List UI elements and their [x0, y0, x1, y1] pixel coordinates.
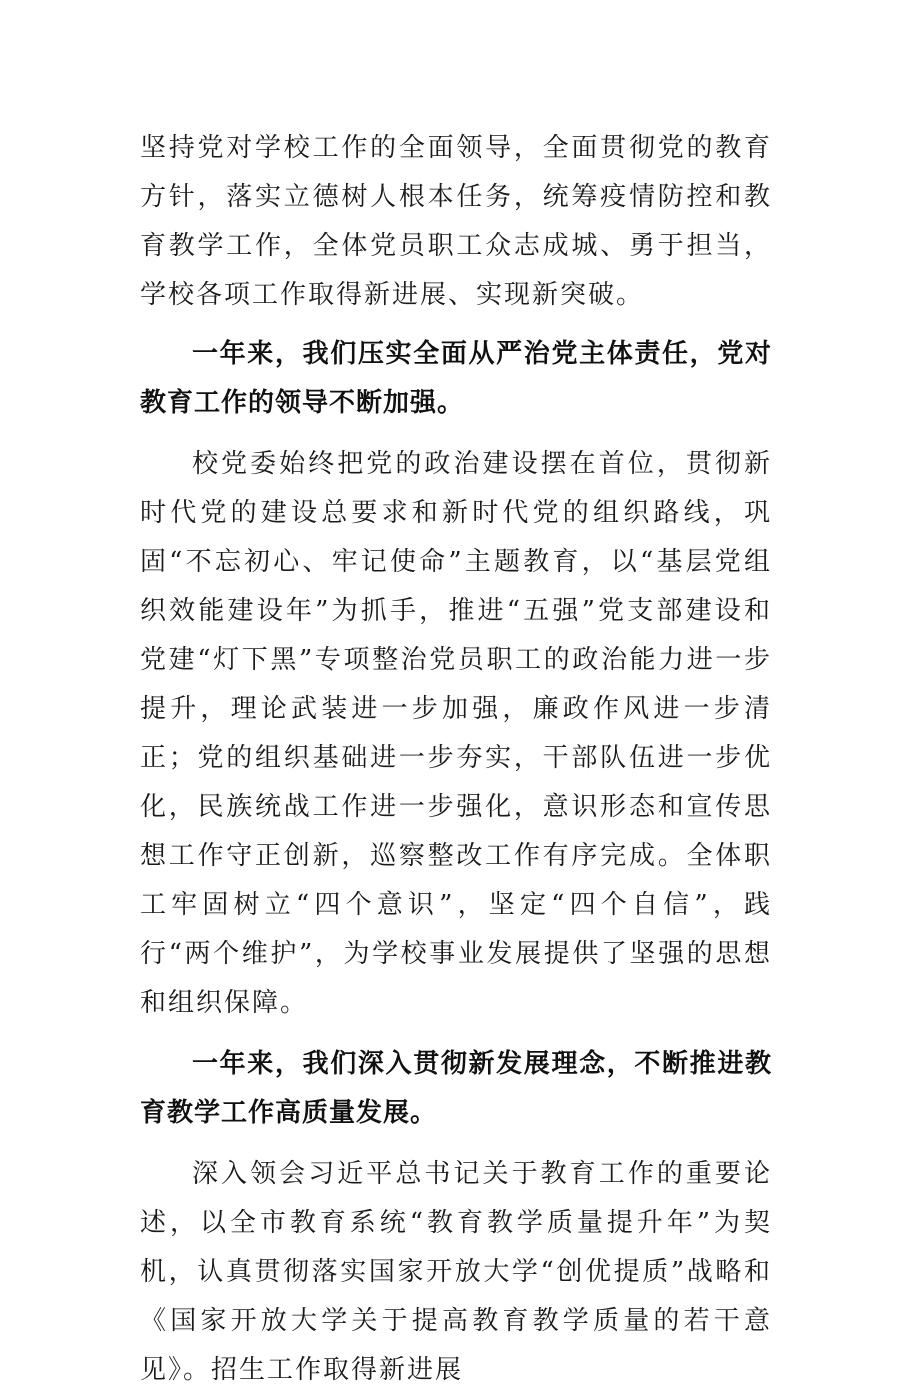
paragraph-1: 坚持党对学校工作的全面领导，全面贯彻党的教育方针，落实立德树人根本任务，统筹疫情防控和教育教学工作，全体党员职工众志成城、勇于担当，学校各项工作取得新进展、实现新突破。: [140, 133, 772, 310]
section-heading-1: 一年来，我们压实全面从严治党主体责任，党对教育工作的领导不断加强。: [140, 339, 772, 418]
paragraph-3: 深入领会习近平总书记关于教育工作的重要论述，以全市教育系统“教育教学质量提升年”为契机，认真贯彻落实国家开放大学“创优提质”战略和《国家开放大学关于提高教育教学质量的若干意见》。招生工作取得新进展: [140, 1159, 772, 1385]
document-body: [140, 124, 772, 1395]
section-heading-2: 一年来，我们深入贯彻新发展理念，不断推进教育教学工作高质量发展。: [140, 1049, 772, 1128]
paragraph-2: 校党委始终把党的政治建设摆在首位，贯彻新时代党的建设总要求和新时代党的组织路线，巩固“不忘初心、牢记使命”主题教育，以“基层党组织效能建设年”为抓手，推进“五强”党支部建设和党建“灯下黑”专项整治党员职工的政治能力进一步提升，理论武装进一步加强，廉政作风进一步清正；党的组织基础进一步夯实，干部队伍进一步优化，民族统战工作进一步强化，意识形态和宣传思想工作守正创新，巡察整改工作有序完成。全体职工牢固树立“四个意识”，坚定“四个自信”，践行“两个维护”，为学校事业发展提供了坚强的思想和组织保障。: [140, 449, 772, 1018]
